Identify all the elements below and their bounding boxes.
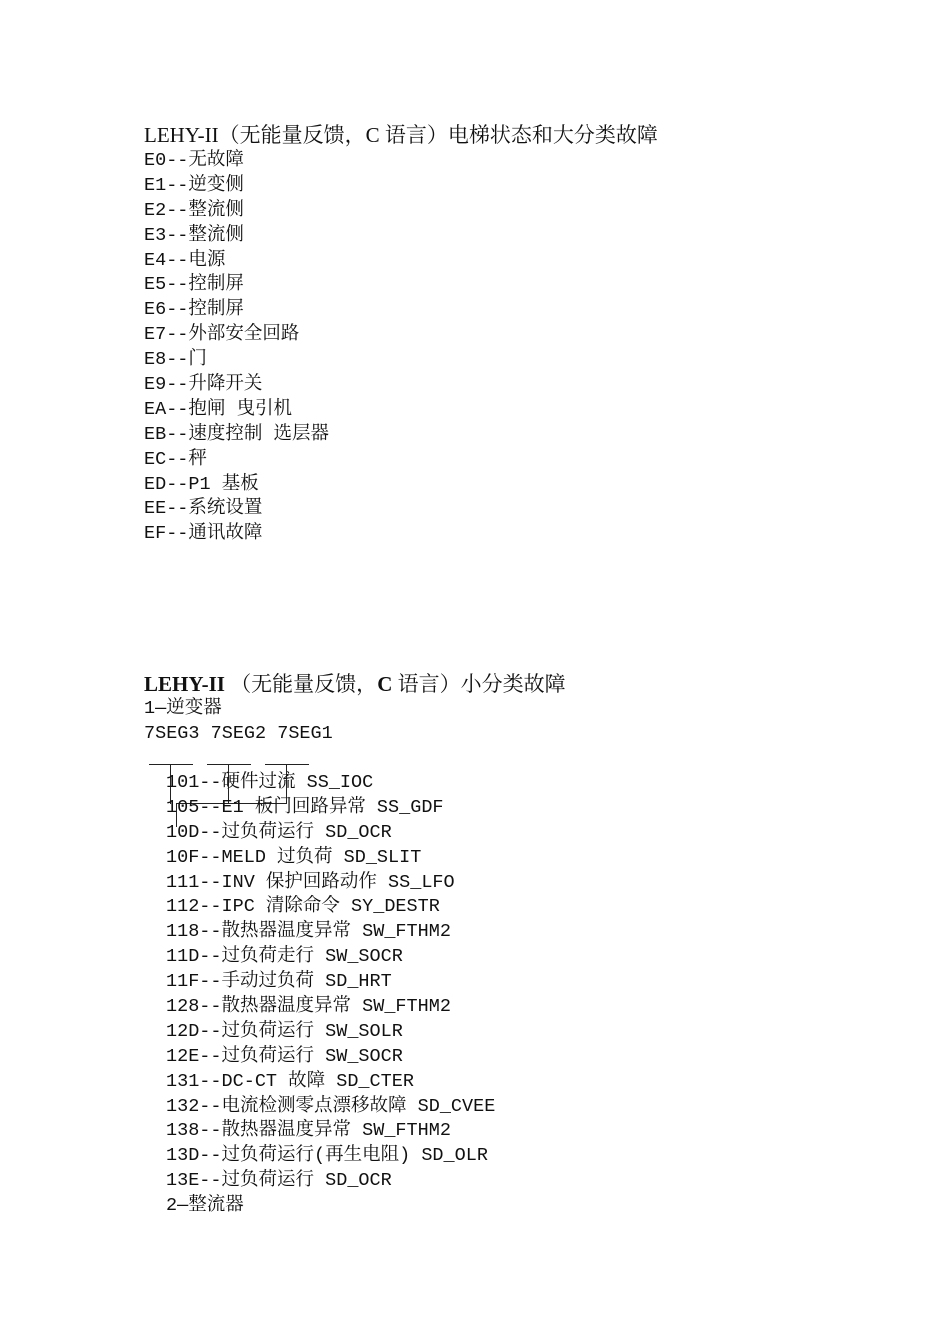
section2-title-model: LEHY-II	[144, 672, 225, 696]
list-item: 10D--过负荷运行 SD_OCR	[166, 821, 392, 843]
list-item: E5--控制屏	[144, 274, 244, 296]
list-item: E1--逆变侧	[144, 174, 244, 196]
list-item: E7--外部安全回路	[144, 324, 300, 346]
section1-title	[144, 123, 658, 148]
list-item: E9--升降开关	[144, 374, 263, 396]
list-item: 13D--过负荷运行(再生电阻) SD_OLR	[166, 1145, 488, 1167]
list-item: 11F--手动过负荷 SD_HRT	[166, 971, 392, 993]
list-item: E0--无故障	[144, 150, 244, 171]
section2-header	[144, 697, 333, 747]
fault-code-list	[166, 771, 495, 1219]
seg1-line	[265, 764, 309, 765]
list-item: 128--散热器温度异常 SW_FTHM2	[166, 996, 451, 1018]
section1-title-model: LEHY-II	[144, 123, 219, 147]
seg-header: 7SEG3 7SEG2 7SEG1	[144, 722, 333, 744]
list-item: 118--散热器温度异常 SW_FTHM2	[166, 921, 451, 943]
list-item: 112--IPC 清除命令 SY_DESTR	[166, 896, 440, 918]
list-item: E4--电源	[144, 249, 226, 271]
list-item: 131--DC-CT 故障 SD_CTER	[166, 1070, 414, 1092]
list-item: EF--通讯故障	[144, 523, 263, 545]
section2-title-rest: 语言）小分类故障	[392, 672, 566, 696]
status-code-list	[144, 149, 329, 547]
list-item: 12E--过负荷运行 SW_SOCR	[166, 1045, 403, 1067]
list-item: E8--门	[144, 349, 207, 371]
list-item: 132--电流检测零点漂移故障 SD_CVEE	[166, 1095, 496, 1117]
list-item: ED--P1 基板	[144, 473, 259, 495]
list-item: EB--速度控制 选层器	[144, 423, 330, 445]
section2-title-part: （无能量反馈，	[224, 672, 378, 696]
section1-title-lang: C	[365, 123, 380, 147]
list-item: 105--E1 板门回路异常 SS_GDF	[166, 796, 444, 818]
list-item: EC--秤	[144, 448, 207, 470]
seg2-line	[207, 764, 251, 765]
seg3-line	[149, 764, 193, 765]
list-item: 101--硬件过流 SS_IOC	[166, 772, 374, 793]
list-item: 13E--过负荷运行 SD_OCR	[166, 1170, 392, 1192]
section2-title-lang: C	[377, 672, 393, 696]
list-item: 111--INV 保护回路动作 SS_LFO	[166, 871, 455, 893]
list-item: E2--整流侧	[144, 199, 244, 221]
section1-title-part: （无能量反馈，	[218, 123, 366, 147]
list-item: EA--抱闸 曳引机	[144, 398, 293, 420]
list-item: EE--系统设置	[144, 498, 263, 520]
list-item: 10F--MELD 过负荷 SD_SLIT	[166, 846, 422, 868]
list-item: 12D--过负荷运行 SW_SOLR	[166, 1020, 403, 1042]
list-item: 11D--过负荷走行 SW_SOCR	[166, 946, 403, 968]
section1-title-rest: 语言）电梯状态和大分类故障	[379, 123, 658, 147]
list-item: 138--散热器温度异常 SW_FTHM2	[166, 1120, 451, 1142]
section2-title	[144, 672, 566, 697]
list-item: E6--控制屏	[144, 299, 244, 321]
group-heading-inverter: 1—逆变器	[144, 698, 222, 719]
group-heading-rectifier: 2—整流器	[166, 1195, 244, 1217]
list-item: E3--整流侧	[144, 224, 244, 246]
